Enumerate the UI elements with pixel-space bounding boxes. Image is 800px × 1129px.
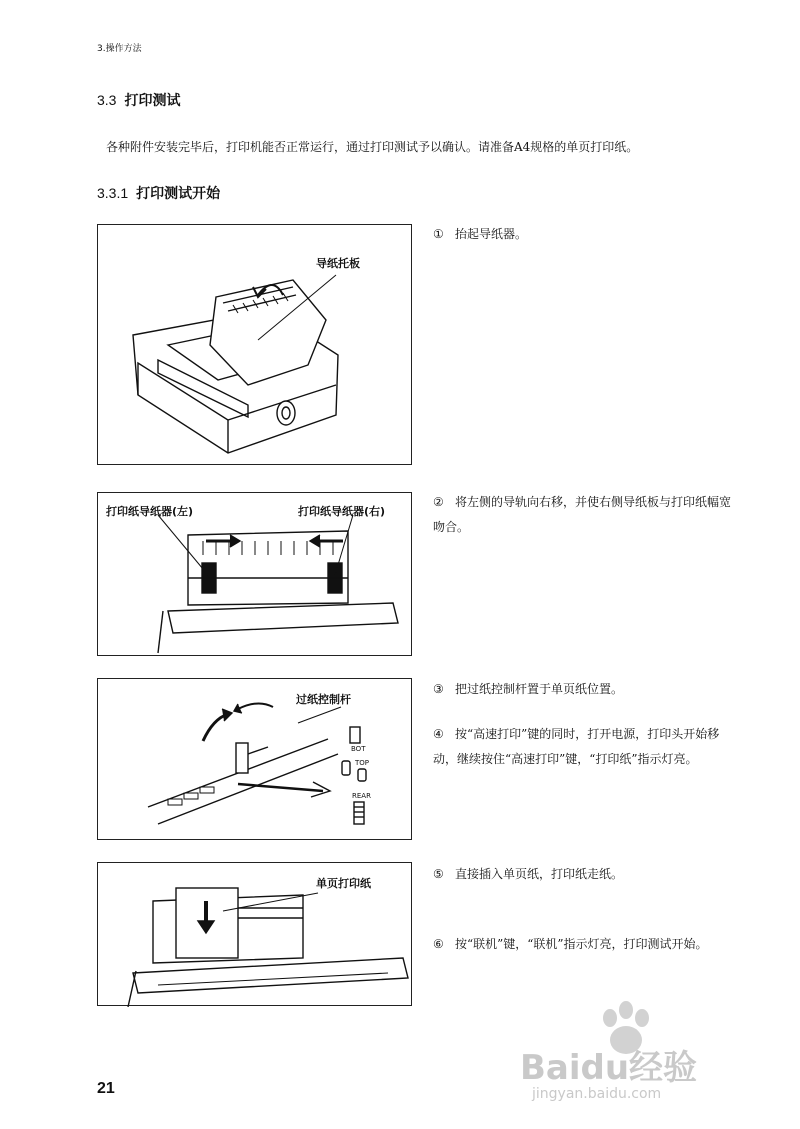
step-4	[433, 722, 733, 772]
step-1	[433, 222, 733, 247]
step-5	[433, 862, 733, 887]
figure-single-sheet	[97, 862, 412, 1006]
callout-lever: 过纸控制杆	[296, 693, 351, 706]
watermark	[520, 1000, 760, 1110]
step-marker: ②	[433, 495, 444, 509]
subsection-number: 3.3.1	[97, 185, 129, 201]
step-text: 按“联机”键，“联机”指示灯亮，打印测试开始。	[455, 937, 708, 951]
intro-paragraph: 各种附件安装完毕后，打印机能否正常运行，通过打印测试予以确认。请准备A4规格的单页打印纸。	[106, 140, 639, 154]
section-title	[97, 90, 180, 110]
figure-paper-guides	[97, 492, 412, 656]
section-title-text: 打印测试	[124, 92, 181, 108]
step-text: 直接插入单页纸，打印纸走纸。	[455, 867, 624, 881]
label-bot: BOT	[351, 745, 366, 753]
subsection-title-text: 打印测试开始	[136, 185, 221, 201]
step-text: 把过纸控制杆置于单页纸位置。	[455, 682, 624, 696]
label-rear: REAR	[352, 792, 371, 800]
section-number: 3.3	[97, 92, 117, 108]
step-text: 抬起导纸器。	[455, 227, 528, 241]
step-3	[433, 677, 733, 702]
watermark-url: jingyan.baidu.com	[532, 1086, 662, 1102]
figure-printer-lift-guide	[97, 224, 412, 465]
callout-left-guide: 打印纸导纸器(左)	[106, 505, 194, 518]
step-marker: ④	[433, 727, 444, 741]
subsection-title	[97, 183, 220, 203]
step-marker: ⑥	[433, 937, 444, 951]
page-number: 21	[97, 1080, 115, 1097]
callout-right-guide: 打印纸导纸器(右)	[298, 505, 386, 518]
callout-paper-guide: 导纸托板	[316, 257, 360, 270]
running-header: 3.操作方法	[97, 44, 142, 54]
step-marker: ③	[433, 682, 444, 696]
printer-illustration	[98, 225, 413, 466]
step-text: 将左侧的导轨向右移，并使右侧导纸板与打印纸幅宽吻合。	[433, 495, 732, 534]
watermark-brand: Baidu经验	[520, 1048, 698, 1088]
step-6	[433, 932, 733, 957]
step-2	[433, 490, 733, 540]
step-marker: ①	[433, 227, 444, 241]
label-top: TOP	[355, 759, 370, 767]
step-marker: ⑤	[433, 867, 444, 881]
callout-single-sheet: 单页打印纸	[316, 877, 371, 890]
figure-paper-lever	[97, 678, 412, 840]
step-text: 按“高速打印”键的同时，打开电源，打印头开始移动，继续按住“高速打印”键，“打印纸”指示灯亮。	[433, 727, 720, 766]
